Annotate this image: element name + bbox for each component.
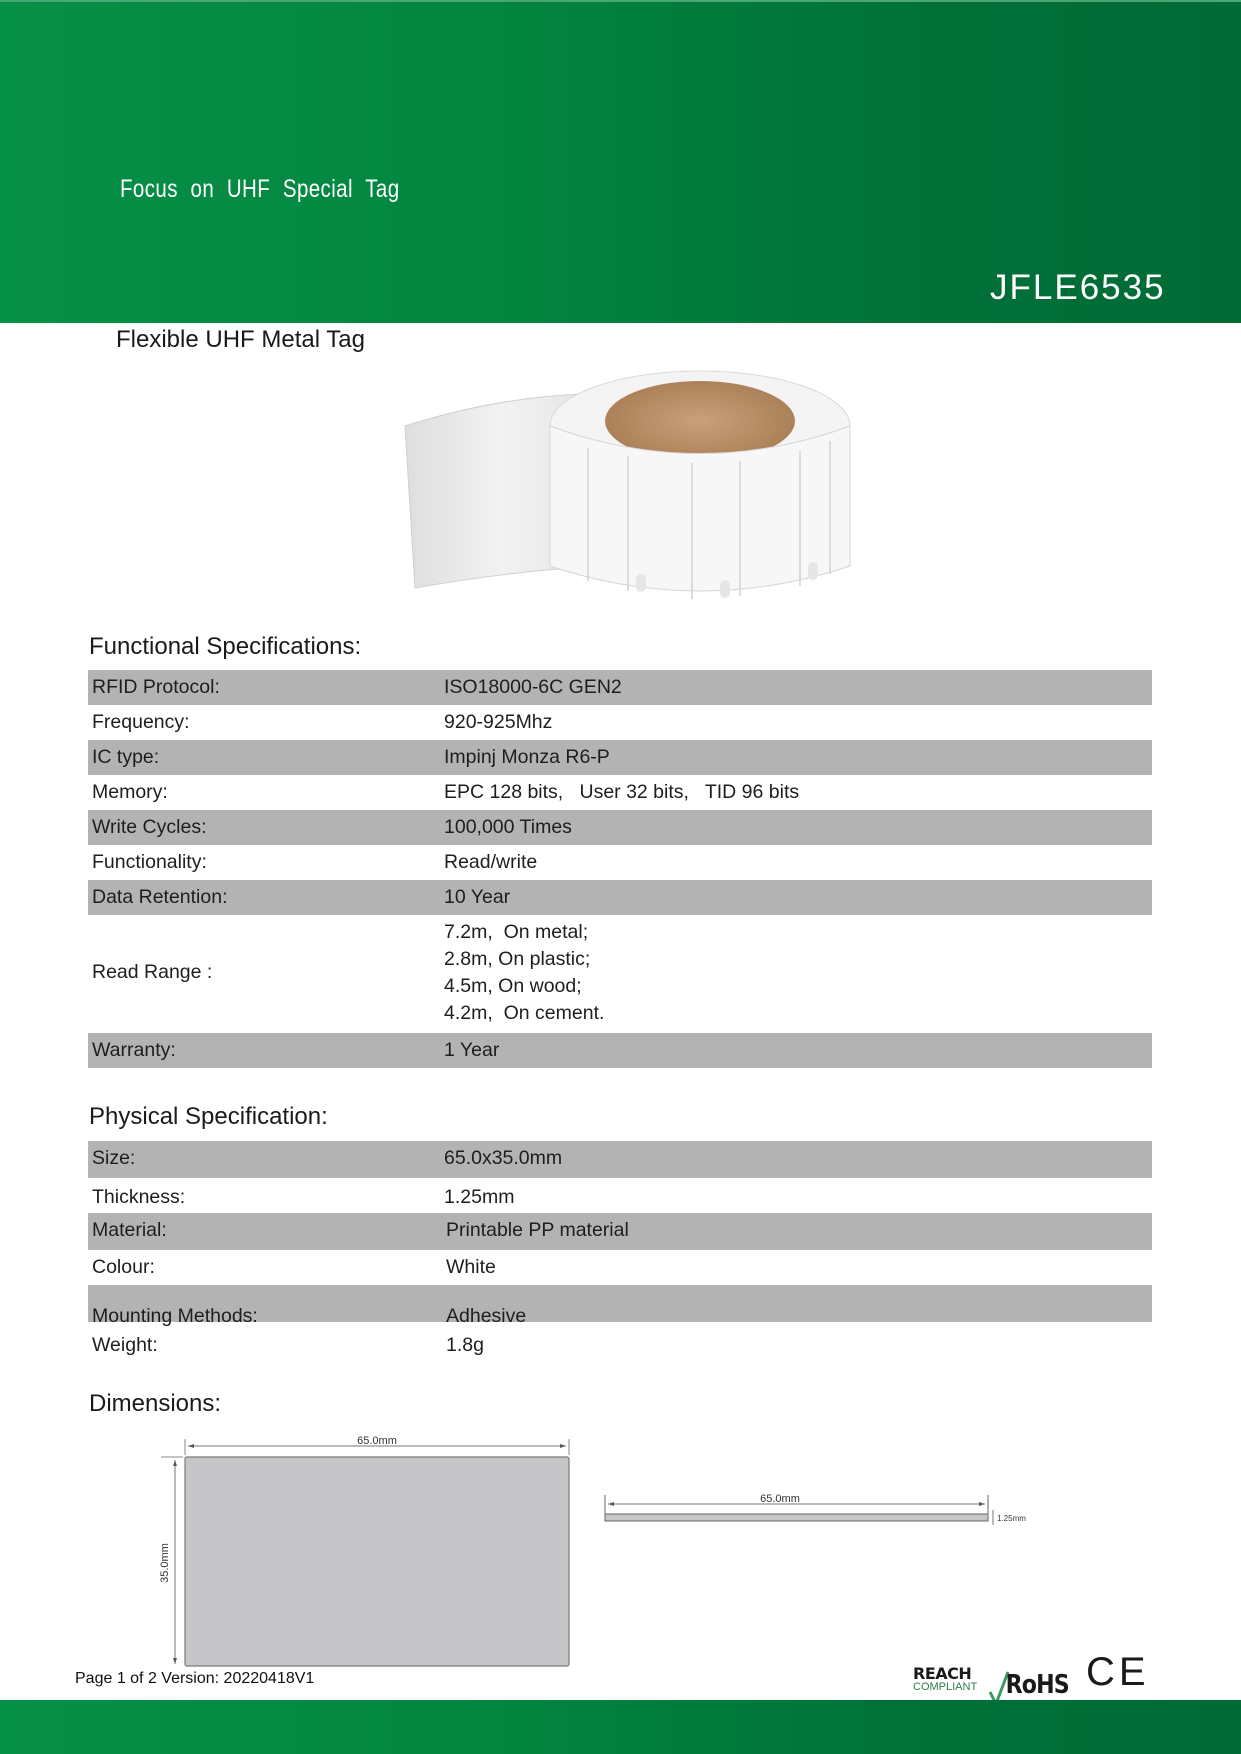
spec-value: 1.8g [446, 1334, 484, 1356]
spec-value: Printable PP material [446, 1219, 629, 1241]
footer-banner [0, 1700, 1241, 1754]
read-range-line: 4.5m, On wood; [444, 975, 582, 997]
spec-label: Thickness: [92, 1186, 186, 1208]
spec-value: 65.0x35.0mm [444, 1147, 563, 1169]
spec-label: Size: [92, 1147, 136, 1169]
spec-label: Mounting Methods: [92, 1305, 258, 1327]
spec-value: 920-925Mhz [444, 711, 553, 733]
dimensions-heading: Dimensions: [89, 1390, 222, 1417]
spec-row-write-cycles [88, 810, 1152, 845]
spec-label: Data Retention: [92, 886, 228, 908]
spec-row-memory [88, 775, 1152, 810]
front-width-label: 65.0mm [357, 1435, 397, 1447]
spec-value: EPC 128 bits, User 32 bits, TID 96 bits [444, 781, 800, 803]
rohs-logo-text: RoHS [1005, 1670, 1069, 1700]
header-top-line [0, 0, 1241, 2]
spec-row-mounting-methods [88, 1285, 1152, 1327]
spec-value: Adhesive [446, 1305, 527, 1327]
spec-row-warranty [88, 1033, 1152, 1068]
spec-label: Colour: [92, 1256, 155, 1278]
spec-value: Impinj Monza R6-P [444, 746, 610, 768]
spec-label: Weight: [92, 1334, 158, 1356]
spec-value: 100,000 Times [444, 816, 572, 838]
functional-specs-heading: Functional Specifications: [89, 633, 362, 660]
spec-label: RFID Protocol: [92, 676, 220, 698]
spec-value: ISO18000-6C GEN2 [444, 676, 622, 698]
spec-value: 1 Year [444, 1039, 500, 1061]
side-dimension-drawing [600, 1490, 1040, 1540]
read-range-line: 2.8m, On plastic; [444, 948, 591, 970]
front-height-label: 35.0mm [159, 1543, 171, 1583]
spec-row-size [88, 1141, 1152, 1178]
spec-label: Write Cycles: [92, 816, 207, 838]
reach-logo-text: REACH [913, 1664, 972, 1683]
spec-label: Functionality: [92, 851, 207, 873]
spec-label: Memory: [92, 781, 168, 803]
page-version-info: Page 1 of 2 Version: 20220418V1 [75, 1670, 315, 1687]
spec-row-material [88, 1213, 1152, 1250]
spec-row-weight [88, 1322, 1152, 1357]
side-width-label: 65.0mm [760, 1493, 800, 1505]
ce-mark-logo: CE [1086, 1650, 1150, 1694]
read-range-line: 7.2m, On metal; [444, 921, 589, 943]
rohs-logo [1000, 1670, 1074, 1700]
spec-label: IC type: [92, 746, 160, 768]
spec-row-frequency [88, 705, 1152, 740]
spec-label: Warranty: [92, 1039, 176, 1061]
spec-value: White [446, 1256, 496, 1278]
spec-row-rfid-protocol [88, 670, 1152, 705]
spec-label: Frequency: [92, 711, 190, 733]
spec-row-ic-type [88, 740, 1152, 775]
tagline: Focus on UHF Special Tag [120, 175, 400, 203]
product-roll-image [400, 366, 880, 636]
spec-row-data-retention [88, 880, 1152, 915]
read-range-line: 4.2m, On cement. [444, 1002, 605, 1024]
side-thickness-label: 1.25mm [997, 1514, 1026, 1523]
product-title: Flexible UHF Metal Tag [116, 326, 365, 353]
spec-value: 1.25mm [444, 1186, 515, 1208]
spec-row-read-range [88, 915, 1152, 1033]
spec-value-list [444, 919, 604, 1027]
spec-value: 10 Year [444, 886, 511, 908]
header-banner [0, 0, 1241, 323]
physical-specs-table [88, 1141, 1152, 1357]
spec-value: Read/write [444, 851, 538, 873]
physical-specs-heading: Physical Specification: [89, 1103, 328, 1130]
reach-logo [913, 1666, 977, 1693]
functional-specs-table [88, 670, 1152, 1068]
front-dimension-drawing [155, 1435, 575, 1671]
reach-logo-sub: COMPLIANT [913, 1681, 978, 1693]
spec-label: Read Range : [92, 961, 213, 983]
spec-row-functionality [88, 845, 1152, 880]
spec-row-thickness [88, 1178, 1152, 1213]
spec-row-colour [88, 1250, 1152, 1285]
model-number: JFLE6535 [990, 268, 1166, 307]
spec-label: Material: [92, 1219, 167, 1241]
